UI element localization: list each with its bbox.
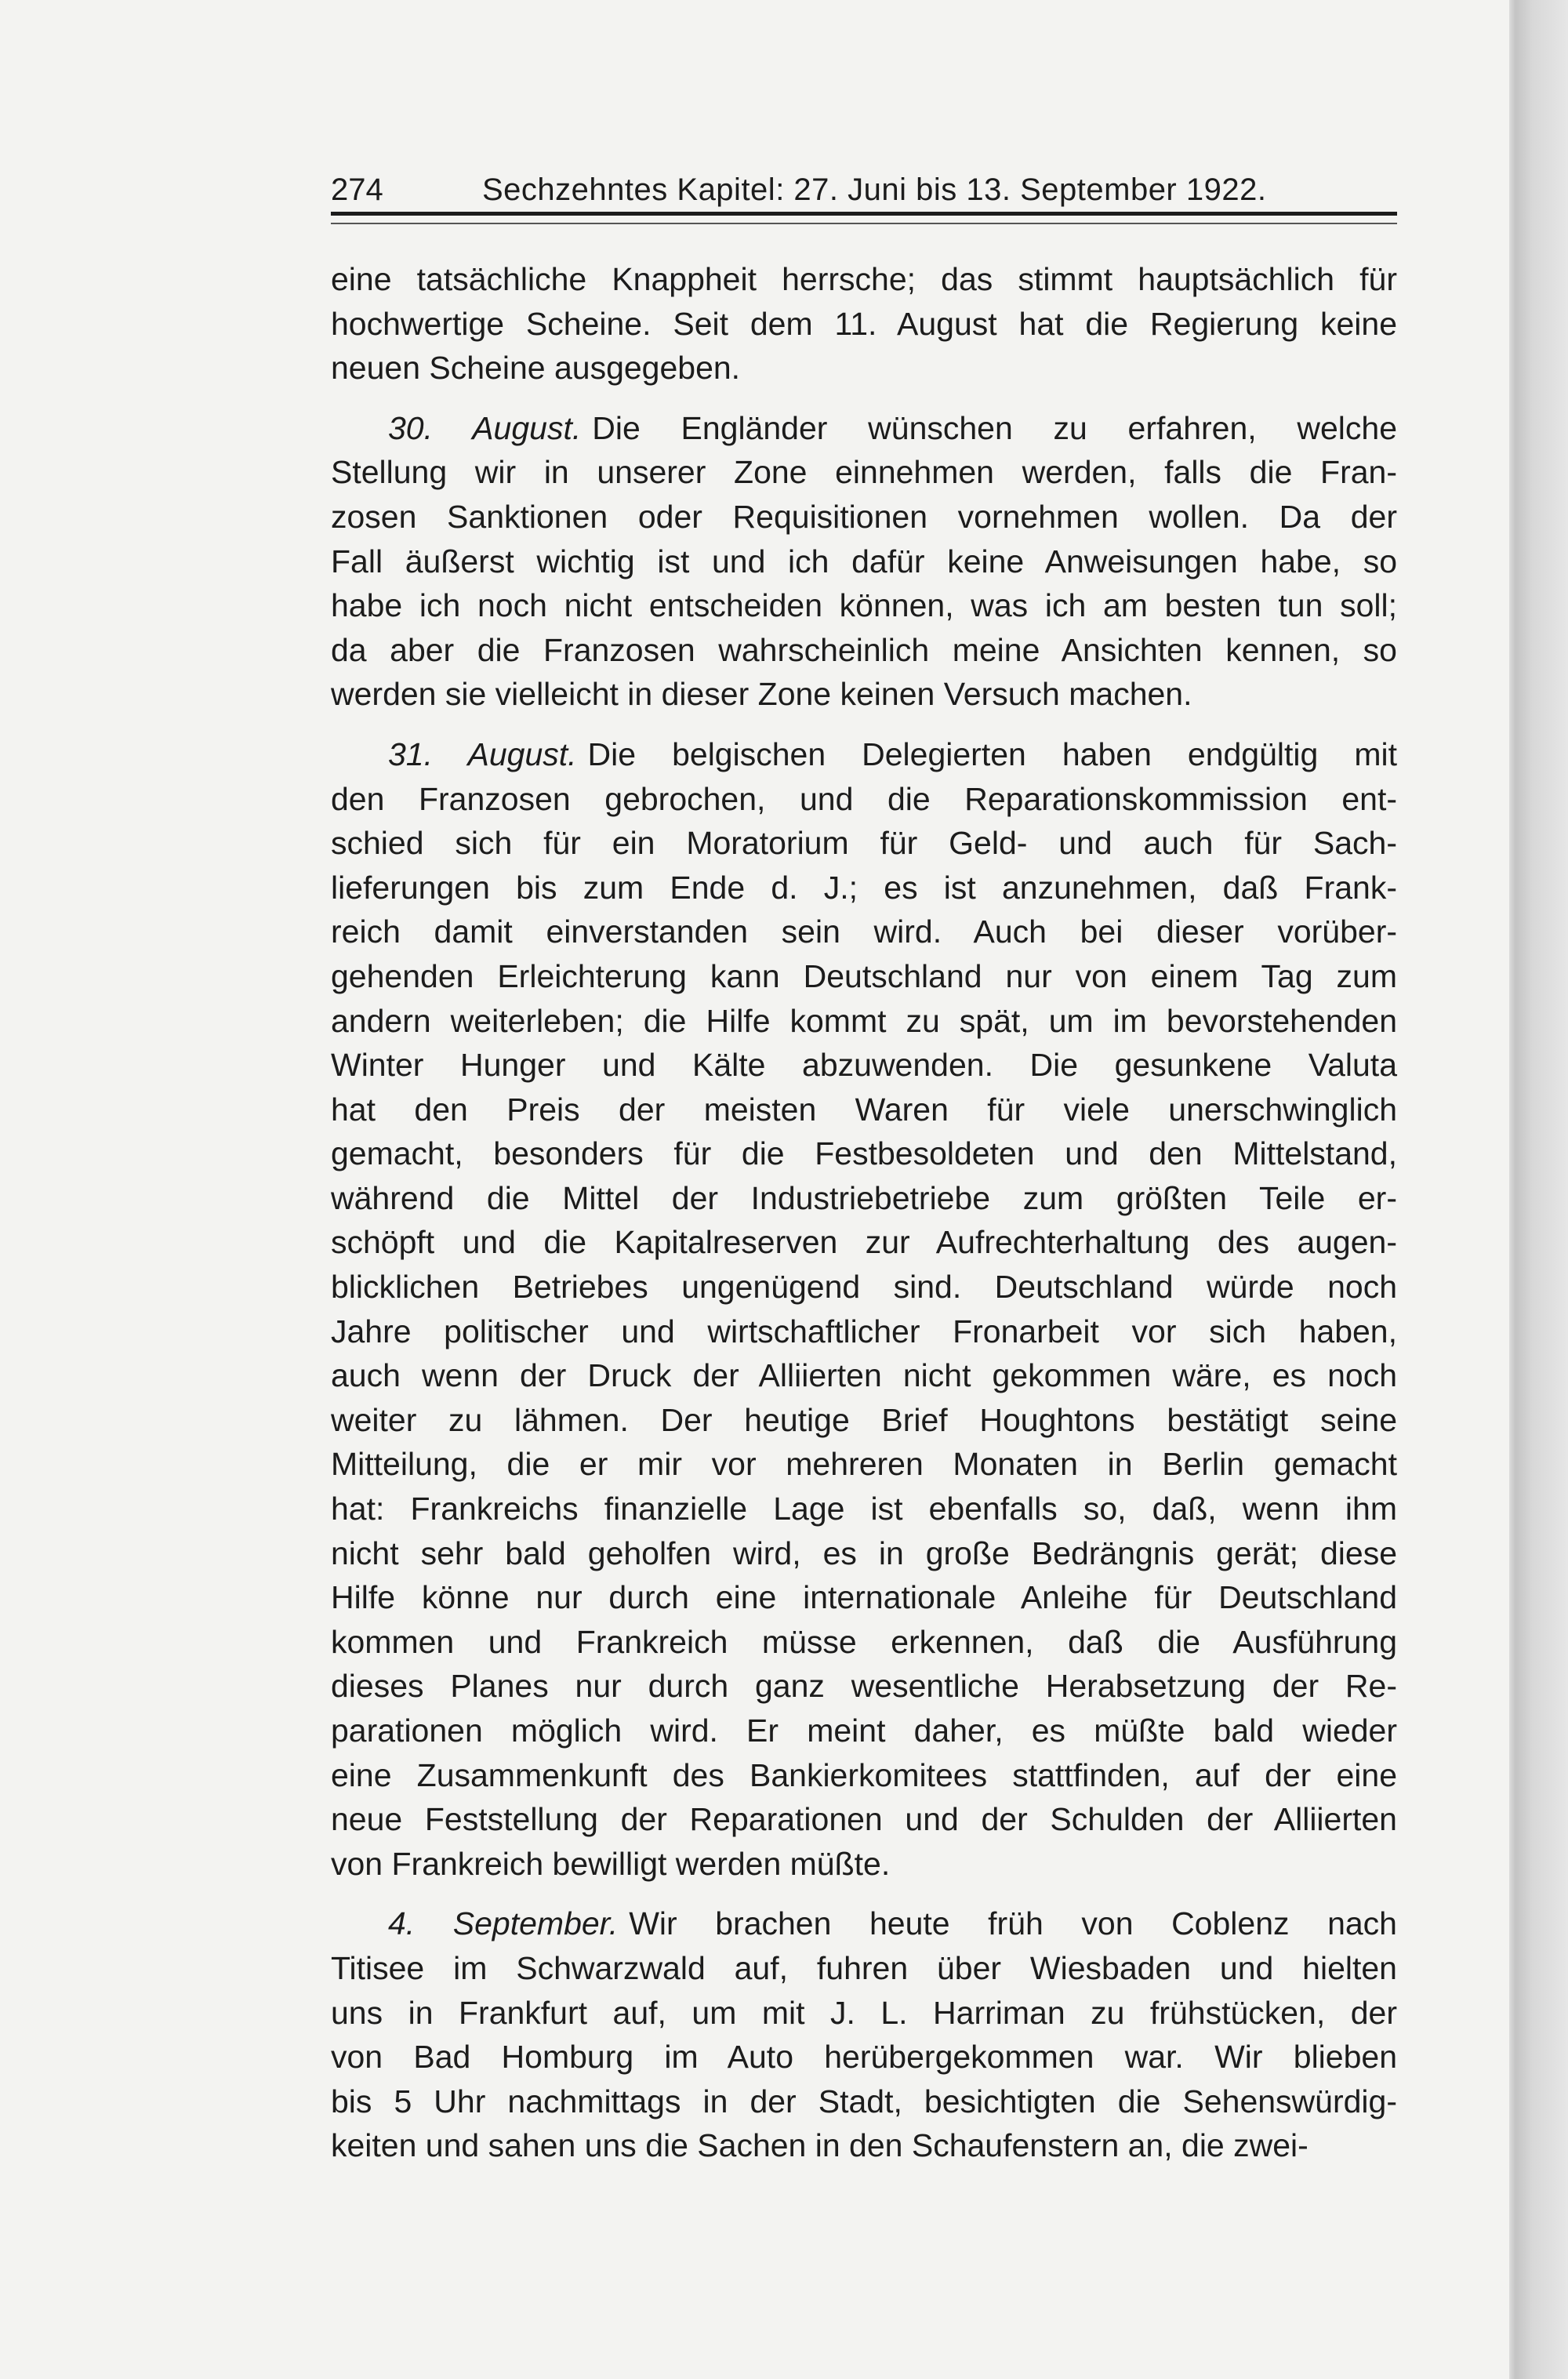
text-line bbox=[331, 1620, 1397, 1665]
line-text: schöpft und die Kapitalreserven zur Aufrechterhaltung des augen- bbox=[331, 1224, 1397, 1261]
text-line bbox=[331, 1309, 1397, 1354]
text-line bbox=[331, 1797, 1397, 1842]
running-header bbox=[331, 173, 1397, 212]
text-line bbox=[331, 732, 1397, 777]
line-text: uns in Frankfurt auf, um mit J. L. Harriman zu frühstücken, der bbox=[331, 1994, 1397, 2031]
line-text: dieses Planes nur durch ganz wesentliche Herabsetzung der Re- bbox=[331, 1668, 1397, 1705]
text-line bbox=[331, 1946, 1397, 1991]
text-line bbox=[331, 495, 1397, 539]
line-text: hochwertige Scheine. Seit dem 11. August hat die Regierung keine bbox=[331, 305, 1397, 342]
running-title: Sechzehntes Kapitel: 27. Juni bis 13. September 1922. bbox=[482, 173, 1267, 207]
line-text: blicklichen Betriebes ungenügend sind. Deutschland würde noch bbox=[331, 1269, 1397, 1306]
line-text: nicht sehr bald geholfen wird, es in große Bedrängnis gerät; diese bbox=[331, 1535, 1397, 1571]
line-text: von Frankreich bewilligt werden müßte. bbox=[331, 1845, 891, 1882]
line-text: hat: Frankreichs finanzielle Lage ist ebenfalls so, daß, wenn ihm bbox=[331, 1491, 1397, 1527]
text-line bbox=[331, 1353, 1397, 1398]
line-text: auch wenn der Druck der Alliierten nicht gekommen wäre, es noch bbox=[331, 1357, 1397, 1394]
text-line bbox=[331, 346, 1397, 390]
text-line bbox=[331, 2035, 1397, 2079]
text-line bbox=[331, 999, 1397, 1044]
text-line bbox=[331, 672, 1397, 717]
text-line bbox=[331, 302, 1397, 347]
line-text: neuen Scheine ausgegeben. bbox=[331, 350, 741, 387]
line-text: Fall äußerst wichtig ist und ich dafür keine Anweisungen habe, so bbox=[331, 543, 1397, 579]
entry-date: 4. September. bbox=[388, 1905, 619, 1942]
line-text: Mitteilung, die er mir vor mehreren Monaten in Berlin gemacht bbox=[331, 1446, 1397, 1483]
text-line bbox=[331, 1442, 1397, 1487]
line-text: Hilfe könne nur durch eine internationale Anleihe für Deutschland bbox=[331, 1579, 1397, 1616]
line-text: werden sie vielleicht in dieser Zone keinen Versuch machen. bbox=[331, 676, 1192, 713]
entry-date: 30. August. bbox=[388, 409, 582, 446]
line-text: Jahre politischer und wirtschaftlicher Fronarbeit vor sich haben, bbox=[331, 1313, 1397, 1349]
line-text: weiter zu lähmen. Der heutige Brief Houghtons bestätigt seine bbox=[331, 1401, 1397, 1438]
header-rule-thick bbox=[331, 212, 1397, 216]
text-line bbox=[331, 1176, 1397, 1221]
paragraph bbox=[331, 257, 1397, 390]
text-line bbox=[331, 777, 1397, 822]
text-line bbox=[331, 1709, 1397, 1753]
line-text: reich damit einverstanden sein wird. Auch bei dieser vorüber- bbox=[331, 913, 1397, 950]
line-text: gemacht, besonders für die Festbesoldeten und den Mittelstand, bbox=[331, 1135, 1397, 1172]
text-line bbox=[331, 1842, 1397, 1887]
line-text: Titisee im Schwarzwald auf, fuhren über Wiesbaden und hielten bbox=[331, 1949, 1397, 1986]
text-line bbox=[331, 1901, 1397, 1946]
header-rule-thin bbox=[331, 223, 1397, 224]
line-text: da aber die Franzosen wahrscheinlich meine Ansichten kennen, so bbox=[331, 631, 1397, 668]
line-text: bis 5 Uhr nachmittags in der Stadt, besichtigten die Sehenswürdig- bbox=[331, 2083, 1397, 2119]
text-line bbox=[331, 1265, 1397, 1309]
text-line bbox=[331, 954, 1397, 999]
line-text: lieferungen bis zum Ende d. J.; es ist anzunehmen, daß Frank- bbox=[331, 869, 1397, 906]
line-text: hat den Preis der meisten Waren für viele unerschwinglich bbox=[331, 1091, 1397, 1128]
line-text: parationen möglich wird. Er meint daher, es müßte bald wieder bbox=[331, 1713, 1397, 1749]
line-text: andern weiterleben; die Hilfe kommt zu spät, um im bevorstehenden bbox=[331, 1002, 1397, 1039]
line-text: von Bad Homburg im Auto herübergekommen war. Wir blieben bbox=[331, 2039, 1397, 2076]
body-text bbox=[331, 257, 1397, 2184]
page-number: 274 bbox=[331, 173, 383, 207]
line-text: neue Feststellung der Reparationen und der Schulden der Alliierten bbox=[331, 1801, 1397, 1838]
text-line bbox=[331, 1220, 1397, 1265]
text-line bbox=[331, 406, 1397, 451]
text-line bbox=[331, 1088, 1397, 1132]
text-line bbox=[331, 1991, 1397, 2036]
line-text: kommen und Frankreich müsse erkennen, daß die Ausführung bbox=[331, 1623, 1397, 1660]
line-text: Winter Hunger und Kälte abzuwenden. Die gesunkene Valuta bbox=[331, 1047, 1397, 1084]
entry-date: 31. August. bbox=[388, 735, 577, 772]
text-line bbox=[331, 1131, 1397, 1176]
line-text: während die Mittel der Industriebetriebe zum größten Teile er- bbox=[331, 1179, 1397, 1216]
text-line bbox=[331, 821, 1397, 866]
text-line bbox=[331, 257, 1397, 302]
line-text: Wir brachen heute früh von Coblenz nach bbox=[629, 1905, 1397, 1942]
line-text: Die belgischen Delegierten haben endgültig mit bbox=[587, 735, 1398, 772]
text-line bbox=[331, 628, 1397, 673]
text-line bbox=[331, 1531, 1397, 1576]
text-line bbox=[331, 910, 1397, 954]
text-line bbox=[331, 2123, 1397, 2168]
line-text: zosen Sanktionen oder Requisitionen vornehmen wollen. Da der bbox=[331, 498, 1397, 535]
text-line bbox=[331, 450, 1397, 495]
line-text: eine Zusammenkunft des Bankierkomitees stattfinden, auf der eine bbox=[331, 1756, 1397, 1793]
line-text: Die Engländer wünschen zu erfahren, welche bbox=[592, 409, 1398, 446]
text-line bbox=[331, 1753, 1397, 1798]
paragraph bbox=[331, 406, 1397, 717]
text-line bbox=[331, 1487, 1397, 1531]
paragraph bbox=[331, 1901, 1397, 2168]
line-text: den Franzosen gebrochen, und die Reparationskommission ent- bbox=[331, 780, 1397, 817]
line-text: schied sich für ein Moratorium für Geld- und auch für Sach- bbox=[331, 825, 1397, 862]
line-text: Stellung wir in unserer Zone einnehmen werden, falls die Fran- bbox=[331, 454, 1397, 491]
text-line bbox=[331, 1398, 1397, 1443]
page-edge-shadow bbox=[1509, 0, 1568, 2379]
text-line bbox=[331, 2079, 1397, 2124]
text-line bbox=[331, 583, 1397, 628]
text-line bbox=[331, 866, 1397, 910]
paragraph bbox=[331, 732, 1397, 1886]
text-line bbox=[331, 1664, 1397, 1709]
text-line bbox=[331, 1043, 1397, 1088]
text-line bbox=[331, 1575, 1397, 1620]
line-text: keiten und sahen uns die Sachen in den Schaufenstern an, die zwei- bbox=[331, 2127, 1308, 2164]
line-text: gehenden Erleichterung kann Deutschland nur von einem Tag zum bbox=[331, 957, 1397, 994]
line-text: eine tatsächliche Knappheit herrsche; das stimmt hauptsächlich für bbox=[331, 261, 1397, 297]
text-line bbox=[331, 539, 1397, 584]
line-text: habe ich noch nicht entscheiden können, was ich am besten tun soll; bbox=[331, 587, 1397, 624]
